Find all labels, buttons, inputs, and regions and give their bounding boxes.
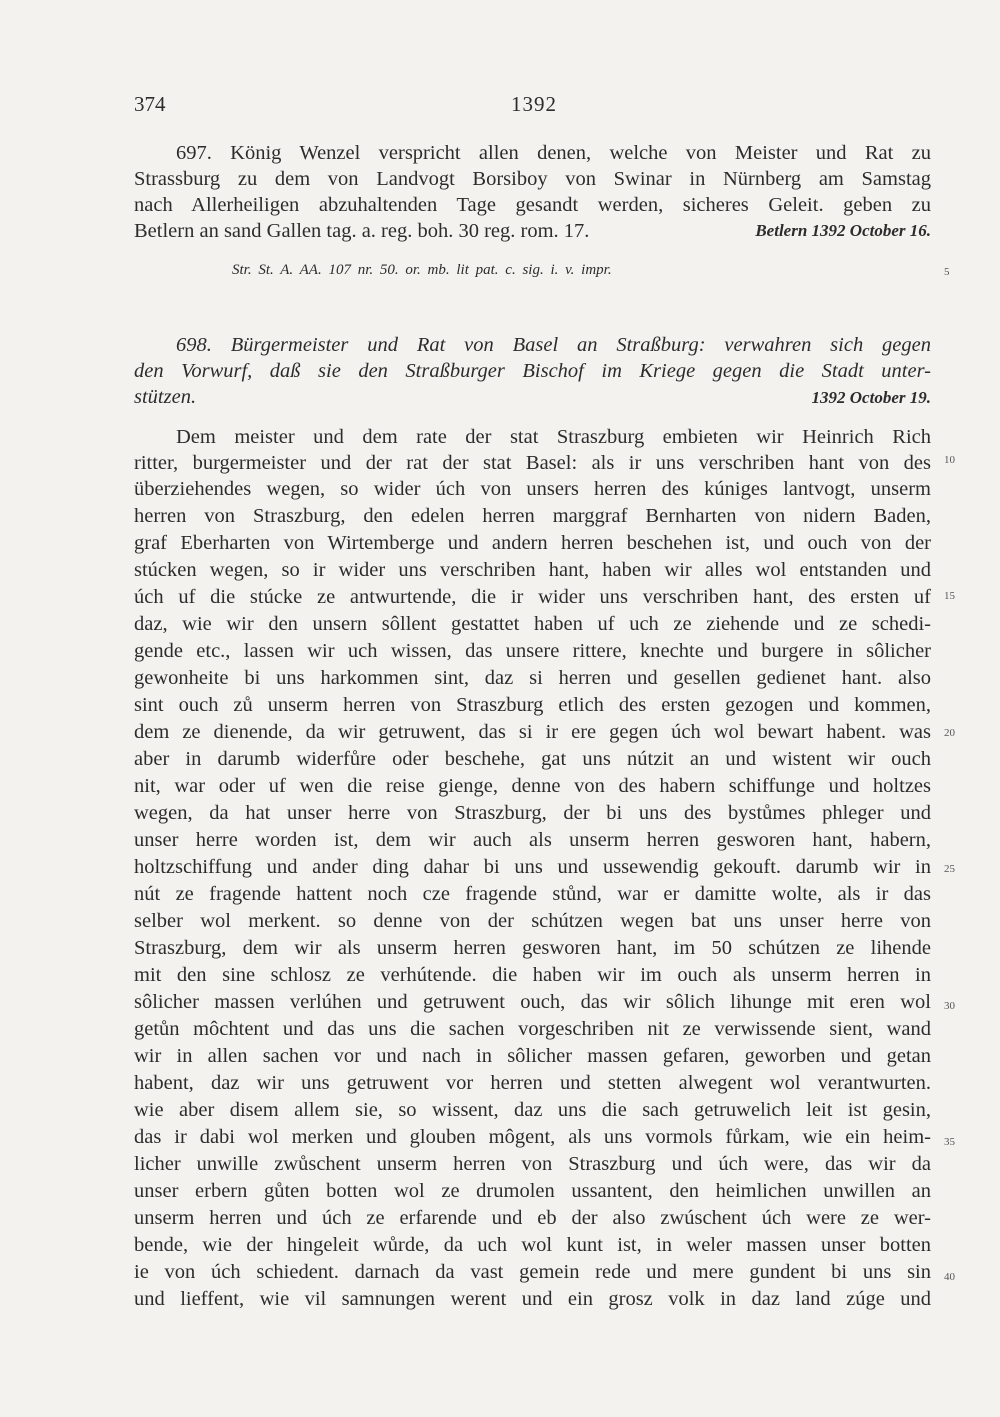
entry-697-date-row	[134, 221, 931, 247]
entry-698-heading-line: stützen.	[134, 386, 197, 408]
body-line: bende, wie der hingeleit wůrde, da uch wol kunt ist, in weler massen unser botten	[134, 1234, 931, 1256]
header-year: 1392	[511, 92, 557, 116]
body-line: dem ze dienende, da wir getruwent, das si ir ere gegen úch wol bewart habent. was	[134, 721, 931, 743]
body-line: gende etc., lassen wir uch wissen, das unsere rittere, knechte und burgere in sôlicher	[134, 640, 931, 662]
page-number: 374	[134, 92, 166, 116]
body-line: úch uf die stúcke ze antwurtende, die ir wider uns verschriben hant, des ersten uf	[134, 586, 931, 608]
body-line: unserm herren und úch ze erfarende und eb der also zwúschent úch were ze wer-	[134, 1207, 931, 1229]
body-line: holtzschiffung und ander ding dahar bi uns und ussewendig gekouft. darumb wir in	[134, 856, 931, 878]
entry-697-date: Betlern 1392 October 16.	[755, 221, 931, 240]
body-line: Straszburg, dem wir als unserm herren gesworen hant, im 50 schútzen ze lihende	[134, 937, 931, 959]
page-header	[134, 92, 934, 122]
body-line: nit, war oder uf wen die reise gienge, denne von des habern schiffunge und holtzes	[134, 775, 931, 797]
body-line: aber in darumb widerfůre oder beschehe, gat uns nútzit an und wistent wir ouch	[134, 748, 931, 770]
body-line: licher unwille zwůschent unserm herren von Straszburg und úch were, das wir da	[134, 1153, 931, 1175]
entry-698-date: 1392 October 19.	[811, 388, 931, 407]
margin-number: 5	[944, 266, 950, 278]
body-line: selber wol merkent. so denne von der schútzen wegen bat uns unser herre von	[134, 910, 931, 932]
body-line: mit den sine schlosz ze verhútende. die haben wir im ouch als unserm herren in	[134, 964, 931, 986]
body-line: gewonheite bi uns harkommen sint, daz si herren und gesellen gedienet hant. also	[134, 667, 931, 689]
margin-number: 35	[944, 1136, 955, 1148]
margin-number: 30	[944, 1000, 955, 1012]
body-line: das ir dabi wol merken und glouben môgent, als uns vormols fůrkam, wie ein heim-	[134, 1126, 931, 1148]
body-line: und lieffent, wie vil samnungen werent und ein grosz volk in daz land zúge und	[134, 1288, 931, 1310]
entry-698-date-row	[134, 388, 931, 414]
body-line: nút ze fragende hattent noch cze fragende stůnd, war er damitte wolte, als ir das	[134, 883, 931, 905]
entry-697-source: Str. St. A. AA. 107 nr. 50. or. mb. lit pat. c. sig. i. v. impr.	[232, 262, 612, 278]
body-line: herren von Straszburg, den edelen herren marggraf Bernharten von nidern Baden,	[134, 505, 931, 527]
body-line: sint ouch zů unserm herren von Straszburg etlich des ersten gezogen und kommen,	[134, 694, 931, 716]
body-line: sôlicher massen verlúhen und getruwent ouch, das wir sôlich lihunge mit eren wol	[134, 991, 931, 1013]
margin-number: 15	[944, 590, 955, 602]
margin-number: 25	[944, 863, 955, 875]
body-line: ritter, burgermeister und der rat der stat Basel: als ir uns verschriben hant von des	[134, 452, 931, 474]
body-line: wegen, da hat unser herre von Straszburg, der bi uns des bystůmes phleger und	[134, 802, 931, 824]
body-line: Dem meister und dem rate der stat Straszburg embieten wir Heinrich Rich	[176, 426, 931, 448]
body-line: wir in allen sachen vor und nach in sôlicher massen gefaren, geworben und getan	[134, 1045, 931, 1067]
entry-697-line: Strassburg zu dem von Landvogt Borsiboy von Swinar in Nürnberg am Samstag	[134, 168, 931, 190]
margin-number: 10	[944, 454, 955, 466]
body-line: ie von úch schiedent. darnach da vast gemein rede und mere gundent bi uns sin	[134, 1261, 931, 1283]
entry-698-heading-line: den Vorwurf, daß sie den Straßburger Bischof im Kriege gegen die Stadt unter-	[134, 360, 931, 382]
body-line: unser herre worden ist, dem wir auch als unserm herren gesworen hant, habern,	[134, 829, 931, 851]
body-line: daz, wie wir den unsern sôllent gestattet haben uf uch ze ziehende und ze schedi-	[134, 613, 931, 635]
body-line: wie aber disem allem sie, so wissent, daz uns die sach getruwelich leit ist gesin,	[134, 1099, 931, 1121]
body-line: graf Eberharten von Wirtemberge und andern herren beschehen ist, und ouch von der	[134, 532, 931, 554]
entry-697-line: Betlern an sand Gallen tag. a. reg. boh. 30 reg. rom. 17.	[134, 220, 590, 242]
entry-697-line: nach Allerheiligen abzuhaltenden Tage gesandt werden, sicheres Geleit. geben zu	[134, 194, 931, 216]
body-line: stúcken wegen, so ir wider uns verschriben hant, haben wir alles wol entstanden und	[134, 559, 931, 581]
body-line: habent, daz wir uns getruwent vor herren und stetten alwegent wol verantwurten.	[134, 1072, 931, 1094]
entry-697-line: 697. König Wenzel verspricht allen denen, welche von Meister und Rat zu	[176, 142, 931, 164]
body-line: unser erbern gůten botten wol ze drumolen ussantent, den heimlichen unwillen an	[134, 1180, 931, 1202]
body-line: getůn môchtent und das uns die sachen vorgeschriben nit ze verwissende sient, wand	[134, 1018, 931, 1040]
entry-698-heading-line: 698. Bürgermeister und Rat von Basel an Straßburg: verwahren sich gegen	[176, 334, 931, 356]
margin-number: 40	[944, 1271, 955, 1283]
margin-number: 20	[944, 727, 955, 739]
body-line: überziehendes wegen, so wider úch von unsers herren des kúniges lantvogt, unserm	[134, 478, 931, 500]
